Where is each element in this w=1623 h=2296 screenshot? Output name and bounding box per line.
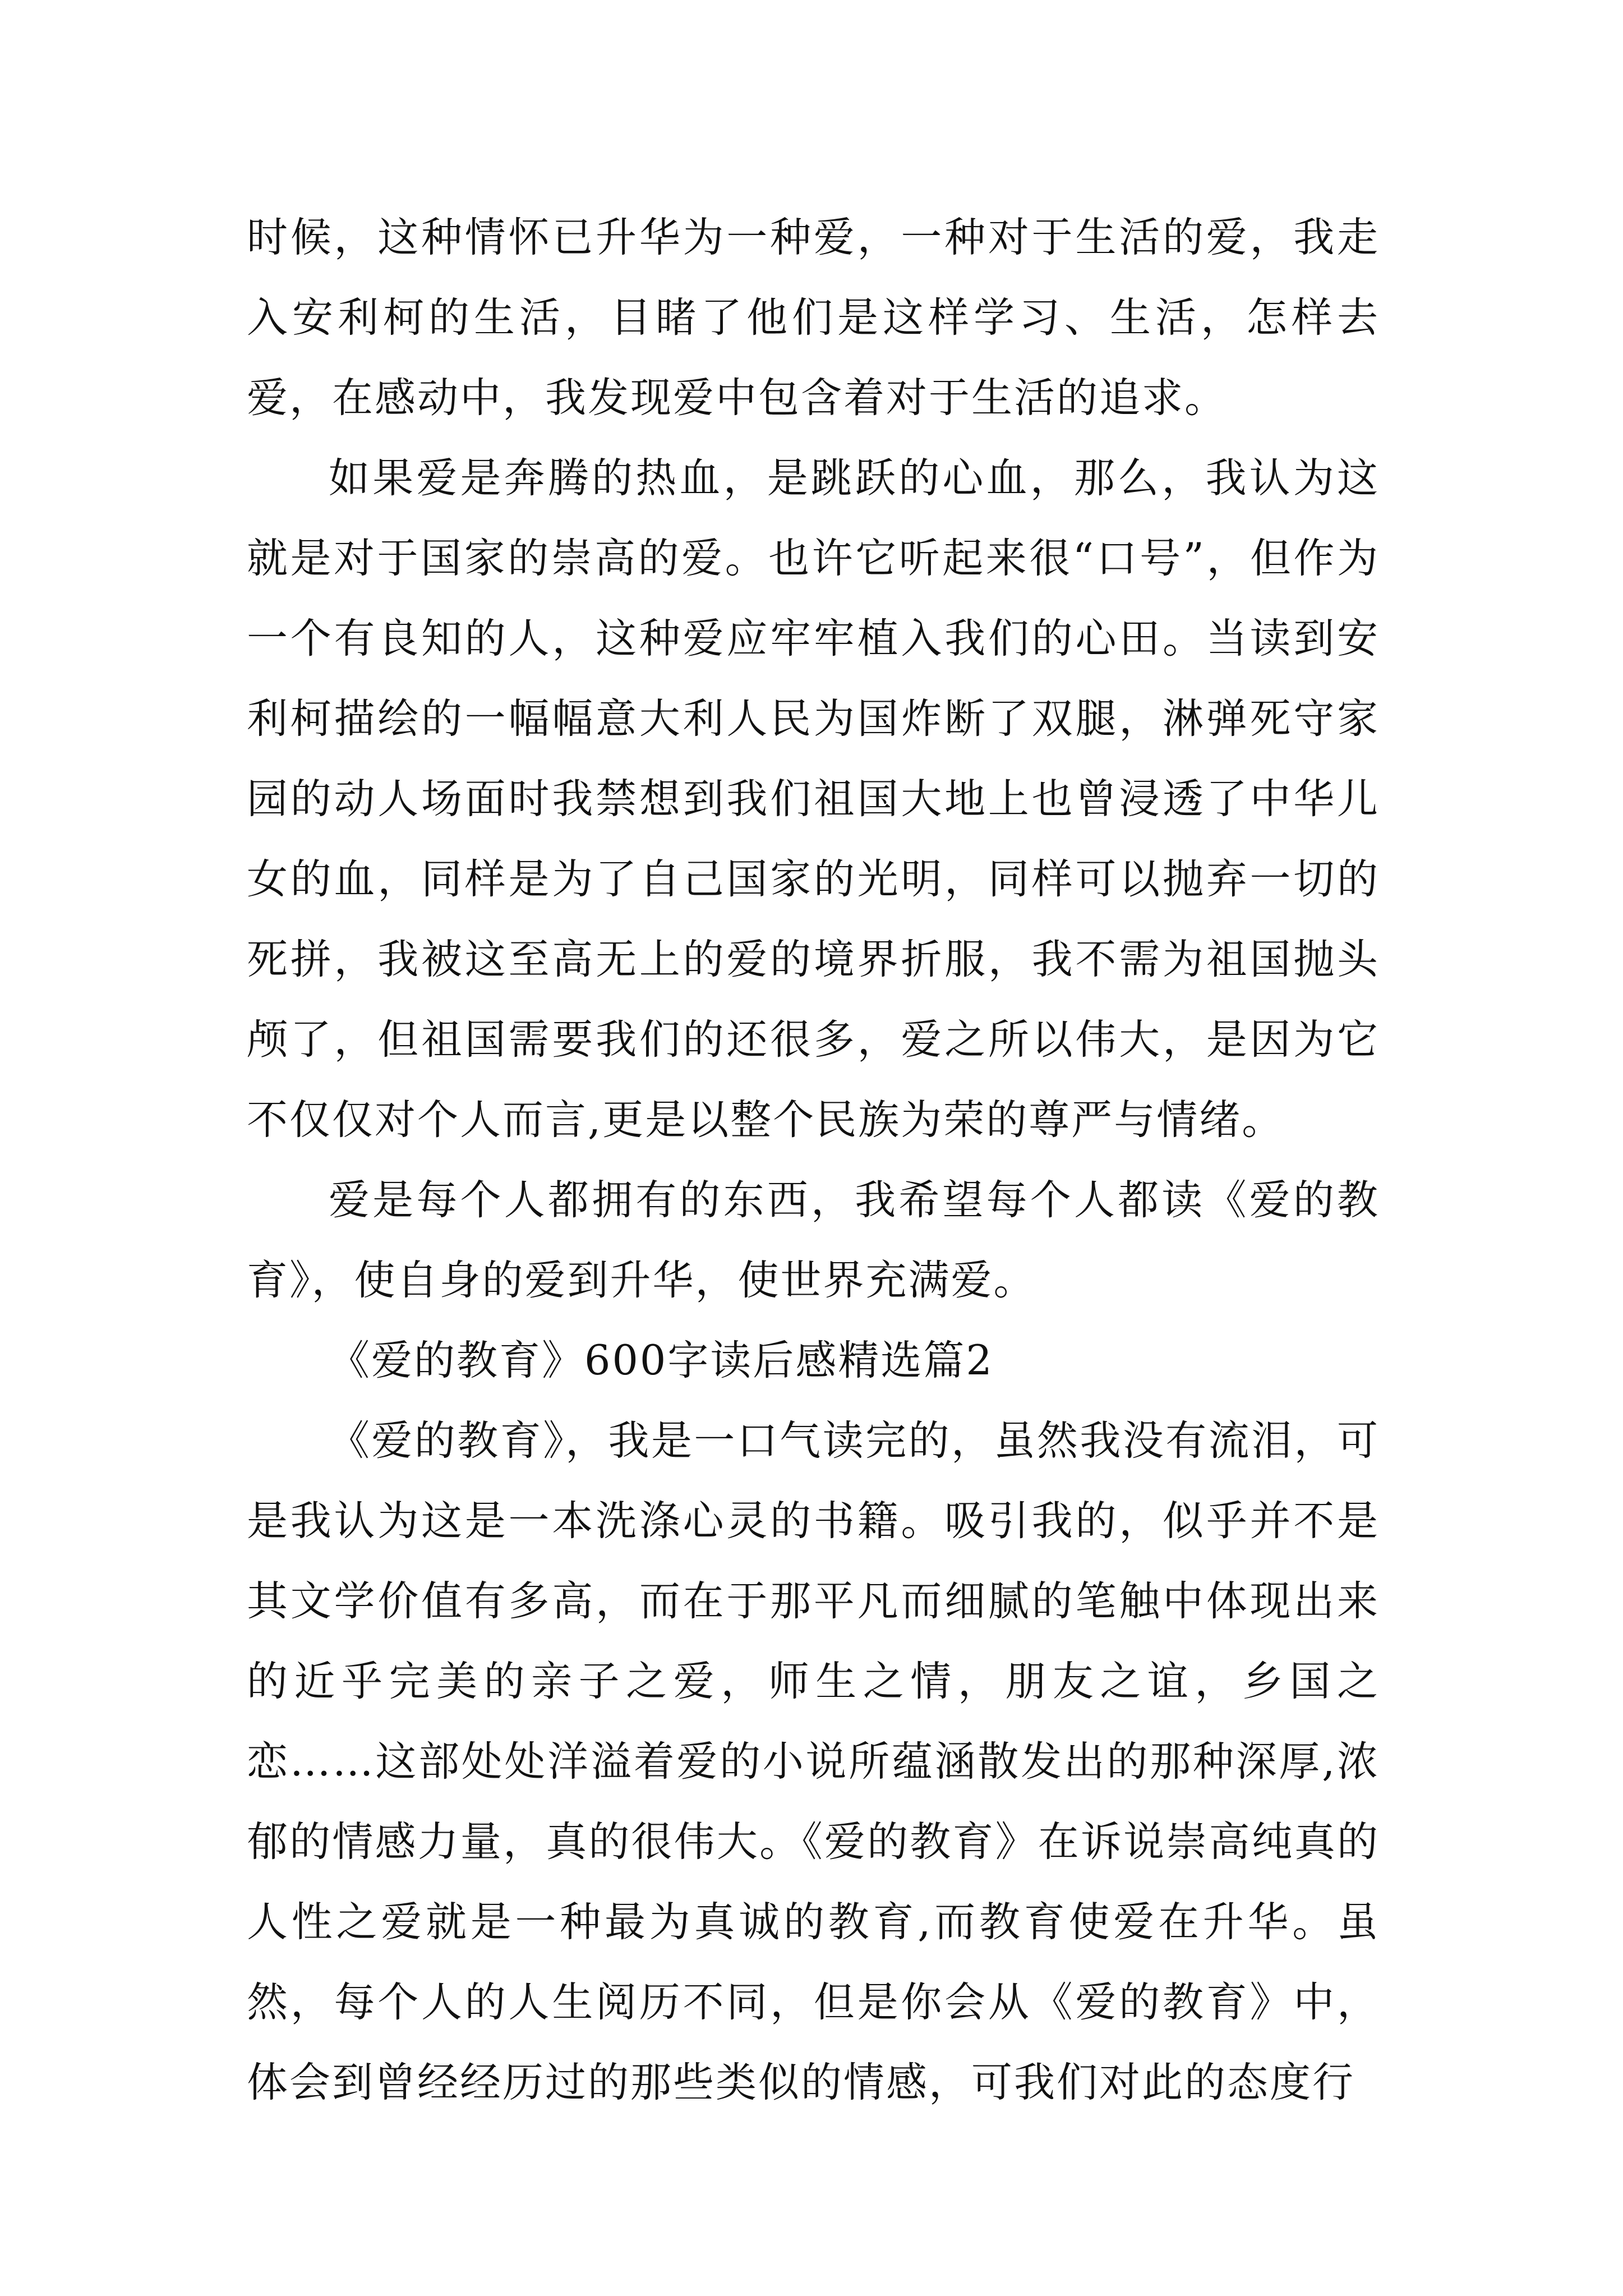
document-body <box>247 197 1380 2123</box>
paragraph-continued: 时候，这种情怀已升华为一种爱，一种对于生活的爱，我走入安利柯的生活，目睹了他们是这样学习、生活，怎样去爱，在感动中，我发现爱中包含着对于生活的追求。 <box>247 214 1380 422</box>
section-heading: 《爱的教育》600字读后感精选篇2 <box>329 1337 994 1384</box>
paragraph-section-2: 《爱的教育》，我是一口气读完的，虽然我没有流泪，可是我认为这是一本洗涤心灵的书籍。吸引我的，似乎并不是其文学价值有多高，而在于那平凡而细腻的笔触中体现出来的近乎完美的亲子之爱，师生之情，朋友之谊，乡国之恋……这部处处洋溢着爱的小说所蕴涵散发出的那种深厚,浓郁的情感力量，真的很伟大。《爱的教育》在诉说崇高纯真的人性之爱就是一种最为真诚的教育,而教育使爱在升华。虽然，每个人的人生阅历不同，但是你会从《爱的教育》中，体会到曾经经历过的那些类似的情感，可我们对此的态度行 <box>247 1417 1380 2106</box>
paragraph-conclusion: 爱是每个人都拥有的东西，我希望每个人都读《爱的教育》，使自身的爱到升华，使世界充满爱。 <box>247 1176 1380 1304</box>
paragraph-patriotic-love: 如果爱是奔腾的热血，是跳跃的心血，那么，我认为这就是对于国家的崇高的爱。也许它听起来很“口号”，但作为一个有良知的人，这种爱应牢牢植入我们的心田。当读到安利柯描绘的一幅幅意大利人民为国炸断了双腿，淋弹死守家园的动人场面时我禁想到我们祖国大地上也曾浸透了中华儿女的血，同样是为了自己国家的光明，同样可以抛弃一切的死拼，我被这至高无上的爱的境界折服，我不需为祖国抛头颅了，但祖国需要我们的还很多，爱之所以伟大，是因为它不仅仅对个人而言,更是以整个民族为荣的尊严与情绪。 <box>247 454 1380 1144</box>
